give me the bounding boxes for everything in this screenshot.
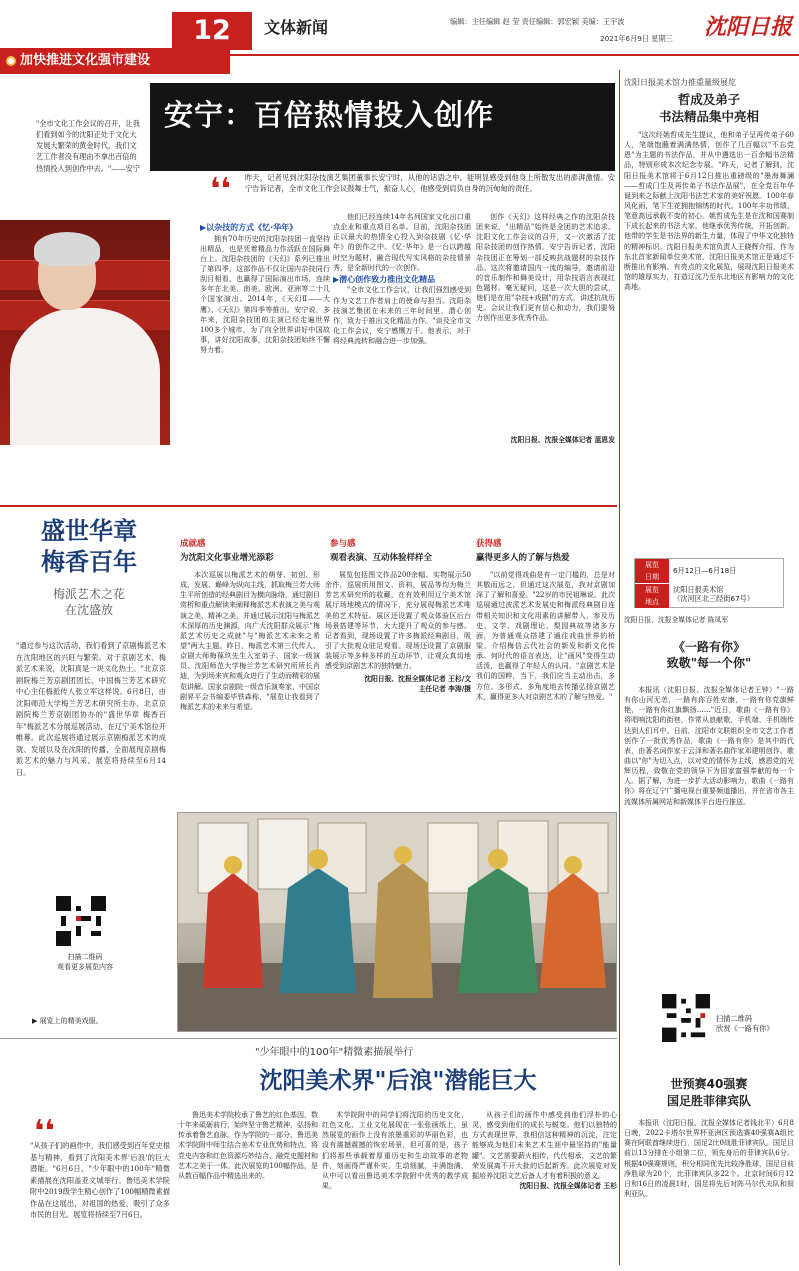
- date-line: 2021年6月9日 星期三: [600, 34, 673, 43]
- exhibit-info-box: [634, 558, 784, 608]
- subheading: ▶潜心创作致力推出文化精品: [333, 274, 436, 284]
- sub-kicker: 获得感: [476, 539, 502, 549]
- article-body: 本报讯（沈阳日报、沈报全媒体记者王钟）"一路有你山河无恙，一路有你百姓安康，一路有你党旗鲜艳，一路有你红旗飘扬……"近日，歌曲《一路有你》将唱响沈阳的街巷，作常从浪献歌、手机端、手机端传达到人们耳中。日前，沈阳市文联组织全市文艺工作者创作了一批优秀作品，歌曲《一路有你》是其中的代表，由著名词作家于云泽和著名曲作家邓建明创作。歌曲以"你"为切入点，以对党的情怀为主线，感恩党的光辉历程，致敬在党的领导下为国家富强奉献的每一个人。据了解，为进一步扩大活动影响力，歌曲《一路有你》将在辽宁广播电视台重要频道播出，并在省市各主流媒体所属网站和新媒体平台进行推送。: [624, 686, 794, 806]
- section-lead: "通过参与这次活动，我们看到了京剧梅派艺术在沈阳地区的兴旺与繁荣。对于京剧艺术、梅派艺术来说，沈阳真是一块文化热土。"北京京剧院梅兰芳京剧团团长、中国梅兰芳艺术研究中心主任梅派传人张立军这样说。6月8日，由沈阳师范大学梅兰芳艺术研究所主办、北京京剧院梅兰芳京剧团协办的"盛世华章 梅香百年"梅派艺术分展巡展活动，在辽宁美术馆拉开帷幕。此次巡展将通过展示京剧梅派艺术的成就、发展以及在沈阳的传播，全面展现京剧梅派艺术的魅力与风采。展览将持续至6月14日。: [16, 641, 166, 777]
- paragraph: 他们已经连续14年名列国家文化出口重点企业和重点项目名单。目前，沈阳杂技团正以最大的热情全心投入到杂技剧《忆·华年》的创作之中。《忆·华年》是一台以跨越时空为题材，融合现代写实风格的杂技情景秀，是全新时代的一次创作。: [333, 213, 471, 272]
- banner-label: 加快推进文化强市建设: [20, 53, 151, 68]
- box-label: 展览 地点: [635, 584, 669, 608]
- qr-caption: 扫描二维码 欣赏《一路有你》: [716, 1014, 774, 1034]
- article-title: 哲成及弟子 书法精品集中亮相: [658, 92, 759, 124]
- qr-caption: 扫描二维码 观看更多展览内容: [57, 953, 113, 972]
- article-column: 本次巡展以梅派艺术的萌芽、初创、形成、发展、巅峰为纵向主线，抓取梅兰芳大师生平所创造的经典剧目为横向脉络，通过剧目赏析和重点解读来阐释梅派艺术表演之美与观演之美、精神之美，并通过展示沈阳与梅派艺术深厚的历史渊源，向广大沈阳群众展示"梅派艺术历史之成就"与"梅派艺术未来之希望"两大主题。昨日，梅派艺术第三代传人、京剧大师梅葆玖先生入室弟子、国家一级演员、沈阳师范大学梅兰芳艺术研究所所长肖迪，为到场来宾和观众进行了生动而精彩的展览讲解。国家京剧院一级音乐演奏家、中国京剧昇平会书编委毕铁森称，"展览让我看到了梅派艺术的未来与希望。: [180, 571, 320, 711]
- paragraph: 创作《天幻》这样经典之作的沈阳杂技团来说，"出精品"始终是全团的艺术追求。沈阳文化工作会议的召开，又一次激活了沈阳杂技团的创作热情。安宁告诉记者，沈阳杂技团正在筹划一部反映抗战题材的杂技作品。这次将邀请国内一流的编导，邀请前沿的音乐制作和舞美设计，用杂技语言表现红色题材。毫无疑问，这是一次大胆的尝试，他们是在用"杂技+戏剧"的方式，讲述抗战历史。会议让我们更有信心和动力，我们要努力创作出更多优秀作品。: [476, 213, 615, 323]
- section-title: 盛世华章 梅香百年: [41, 517, 137, 577]
- sub-kicker: 成就感: [180, 539, 206, 549]
- portrait-photo: [0, 220, 170, 445]
- page-number: 12: [172, 12, 252, 50]
- paragraph: "全市文化工作会议，让我们强烈感受到作为文艺工作者肩上的使命与担当。沈阳杂技演艺集团在未来的三年时间里，潜心创作，致力于推出文化精品力作。"谈及全市文化工作会议，安宁感慨万千。他表示，对于将经典流转和融合进一步加强。: [333, 286, 471, 346]
- article-title: 《一路有你》 致敬"每一个你": [666, 640, 752, 670]
- article-title: 沈阳美术界"后浪"潜能巨大: [259, 1068, 537, 1094]
- box-place: 沈阳日报美术馆 （沈河区北三经街67号）: [673, 585, 755, 604]
- column-divider: [619, 70, 620, 1265]
- header-rule: [172, 54, 799, 56]
- person-hair: [34, 232, 100, 266]
- box-date: 6月12日—6月18日: [673, 566, 737, 575]
- byline: 沈阳日报、沈报全媒体记者 王杉: [519, 1181, 617, 1190]
- editors-line: 编辑：主任编辑 赵 莹 责任编辑：郭宏颖 美编：王宇波: [450, 17, 625, 26]
- article-column: 展览包括图文作品200余幅、实物展示50余件，巡展所用图文、资料，展品等均为梅兰芳艺术研究所的收藏，在有效利用辽宁美术馆展厅场地模式的情况下，充分展现梅派艺术唯美的艺术特征。展区还设置了观众体验区后台场景搭建等环节，大大提升了观众的参与感。记者看到，现场设置了许多梅派经典剧目，吸引了大批观众驻足观看。现场还设置了京剧服装展示等多种多样的互动环节，让观众真切地感受到京剧艺术的独特魅力。 沈阳日报、沈报全媒体记者 王杉/文 主任记者 李涛/摄: [325, 571, 471, 694]
- article-column: 鲁迅美术学院校承了鲁艺的红色基因，数十年来砥砺前行，始终坚守鲁艺精神，弘扬和传承着鲁艺血脉。作为学院的一部分，鲁迅美术学院附中师生结合美术专业优势和特点，将党史内容和红色资源巧妙结合，融党史题材和艺术之美于一体。此次展览的100幅作品，是从数百幅作品中精选出来的。: [178, 1111, 318, 1180]
- subheading: ▶以杂技的方式《忆·华年》: [200, 223, 298, 232]
- article-lead: 昨天，记者见到沈阳杂技演艺集团董事长安宁时，从他的话语之中，能明显感受到他身上所散发出的澎湃激情。安宁告诉记者，全市文化工作会议鼓舞士气，振奋人心，他感受到肩负自身的沉甸甸的责任。: [245, 173, 615, 194]
- sub-kicker: 参与感: [330, 539, 356, 549]
- article-column: "以前觉得戏曲是有一定门槛的，总是对其敬而远之，但通过这次展览，我对京剧加深了了解和喜爱。"22岁的市民祖琳说。此次巡展通过波派艺术发展史和梅派经典剧目连带相关知识和文化用素的讲解带入，参及历史、文学、戏剧理论、梨园典故等诸多方面，为普通观众搭建了通往戏曲世界的桥梁，介绍梅信云代社会的新发和新文化传承。何时代的语言表达，让"画风"变得生动活泼，也赢得了年轻人的认同。"京剧艺术是我们的国粹，当下，我们应当主动出击，多方位、多形式、多角度地去传播弘扬京剧艺术，赢得更多人对京剧艺术的了解与热爱。": [476, 571, 615, 701]
- newspaper-logo: 沈阳日报: [704, 14, 793, 40]
- article-title: 安宁：百倍热情投入创作: [164, 98, 495, 132]
- article-lead: "从孩子们的画作中，我们感受到百年党史根基与精神，看到了沈阳美术界'后浪'的巨大潜能。"6月6日，"少年眼中的100年"精微素描展在沈阳盖亚文城举行。鲁迅美术学院附中2019级学生精心创作了100幅精微素描作品在这展出，对祖国的热爱，吸引了众多市民的目光。展览将持续至7月6日。: [30, 1141, 170, 1220]
- quote-mark-icon: ❛❛: [34, 1114, 55, 1149]
- subheading: 赢得更多人的了解与热爱: [476, 553, 570, 563]
- subheading: 为沈阳文化事业增光添彩: [180, 553, 274, 563]
- kicker: "少年眼中的100年"精微素描展举行: [255, 1047, 414, 1058]
- article-body: 本报讯（沈阳日报、沈报全媒体记者钱北平）6月8日晚，2022卡塔尔世界杯亚洲区预选赛40强赛A组比赛在阿联酋继续进行，国足2比0战胜菲律宾队。国足目前以13分排在小组第二位，领先身后的菲律宾队6分。根据40强赛规则，积分相同优先比较净胜球，国足目前净胜球为20个，比菲律宾队多22个。北京时间6月12日和16日的凌晨1时，国足将先后对阵马尔代夫队和叙利亚队。: [624, 1119, 794, 1198]
- quote-mark-icon: ❛❛: [210, 172, 231, 207]
- subheading: 观看表演、互动体验样样全: [330, 553, 433, 563]
- byline: 沈阳日报、沈报全媒体记者 王杉/文 主任记者 李涛/摄: [364, 675, 471, 694]
- paragraph: 拥有70年历史的沈阳杂技团一直坚持出精品，也是凭着精品力作活跃在国际舞台上。沈阳杂技团的《天幻》系列已推出了第四季，这部作品不仅让国内杂技同行刮目相看，也赢得了国际演出市场，连续多年在北美、南美、欧洲、亚洲等二十几个国家演出。2014年，《天幻Ⅱ——大鹰》、《天幻》第四季等推出。安宁说，多年来，沈阳杂技团的主演已经走遍世界100多个城市，为了向全世界讲好中国故事，讲好沈阳故事，沈阳杂技团始终不懈努力着。: [200, 234, 330, 355]
- banner-dot-icon: [6, 56, 16, 66]
- pull-quote: "全市文化工作会议的召开，让我们看到如今的沈阳正处于文化大发展大繁荣的黄金时代，我们文艺工作者没有理由不拿出百倍的热情投入到创作中去。"——安宁: [36, 119, 140, 173]
- photo-caption: ▶ 展览上的精美戏服。: [32, 1017, 103, 1025]
- section-name: 文体新闻: [264, 18, 329, 37]
- byline: 沈阳日报、沈报全媒体记者 蓝恩发: [510, 436, 615, 444]
- article-title: 世预赛40强赛 国足胜菲律宾队: [666, 1077, 751, 1108]
- qr-code-icon[interactable]: [662, 994, 710, 1042]
- article-column: [333, 212, 471, 444]
- kicker: 沈阳日报美术馆力推重量级展览: [624, 78, 736, 87]
- article-column: 术学院附中的同学们将沈阳的历史文化、红色文化、工业文化展现在一张张画纸上，虽然展览的画作上没有浓墨重彩的华丽色彩，也没有震撼震撼的恢宏场景，但可喜的是，孩子们将那些承载着厚重历史和生动故事的老物件，刻画得严谨朴实，生动细腻，丰满饱满，从中可以看出鲁迅美术学院附中优秀的教学成果。: [322, 1111, 468, 1190]
- article-body: "这次经姚哲成先生提议，他和弟子呈再传弟子60人，笔端饱蘸着满满热情，创作了几百幅以"不忘党恩"为主题的书法作品，并从中遴选出一百余幅书法精品，特别形成本次纪念专展。"昨天，记者了解到，沈阳日报美术馆将于6月12日推出重磅级的"墨海舞澜——哲成门生及再传弟子书法作品展"，在全党百年华诞到来之际献上沈阳书法艺术家的美好祝愿。100年春风化雨，笔下生花拥抱锦绣的时代。100年丰功伟绩，笔意高远承载不变的初心。姚哲成先生是在沈和国赛制下成长起来的书法大家，他继承优秀传统，开拓创新。他带的学生是书法界的新生力量，体现了中华文化独特的精神标识。沈阳日报美术馆负责人王晓辉介绍，作为东北首家新闻单位美术馆，沈阳日报美术馆正是通过不断推出有影响、有亮点的文化展览，展现沈阳日报美术馆的雄厚实力，打造辽沈乃至东北地区有影响力的文化高地。: [624, 131, 794, 292]
- campaign-banner: [0, 48, 230, 74]
- article-column: [200, 222, 330, 444]
- section-subtitle: 梅派艺术之花 在沈盛放: [52, 587, 125, 618]
- section-divider: [0, 1038, 617, 1039]
- costume-illustration: [178, 813, 617, 1032]
- person-shirt: [10, 308, 160, 445]
- box-label: 展览 日期: [635, 559, 669, 583]
- article-column: [476, 212, 615, 434]
- byline: 沈阳日报、沈报全媒体记者 陈凤军: [624, 616, 729, 624]
- costume-exhibit-photo: [177, 812, 617, 1032]
- section-divider: [0, 505, 617, 507]
- qr-code-icon[interactable]: [56, 896, 106, 946]
- article-column: 从孩子们的画作中感受到他们浮朴的心灵，感受到他们的成长与蜕变。他们以独特的方式表现世界，我相信这种精神的沉淀，注定能够成为他们未来艺术生涯中最坚持的"能量罐"。文艺需要薪火相传，代代相承，文艺的繁荣发展离不开大批的后起新秀。此次展览对发掘培养沈阳文艺后备人才有着积极的意义。 沈阳日报、沈报全媒体记者 王杉: [472, 1111, 617, 1190]
